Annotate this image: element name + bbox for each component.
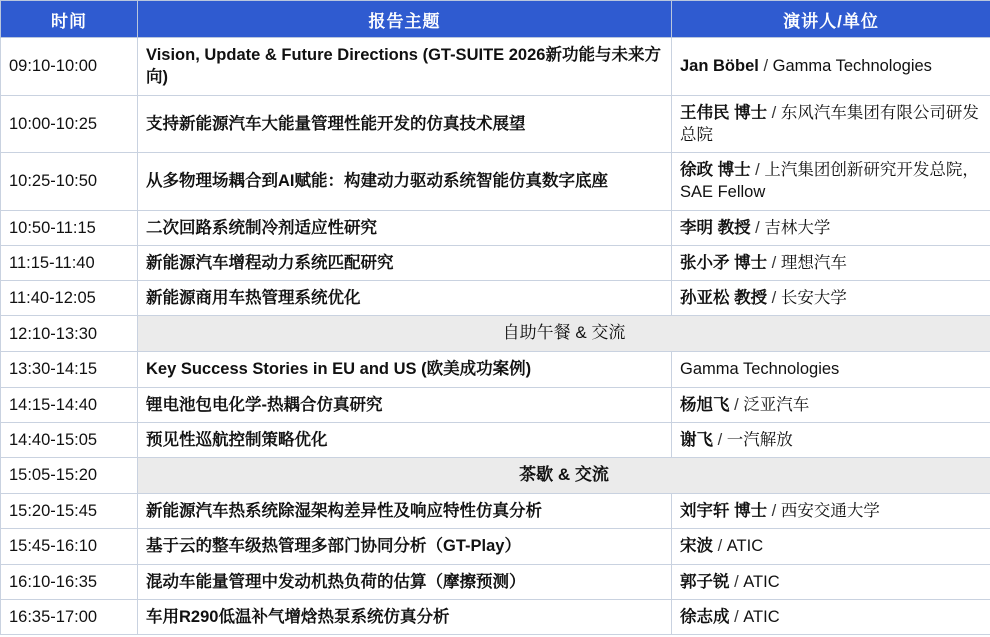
cell-break-label: 自助午餐 & 交流 <box>138 316 990 352</box>
cell-speaker <box>672 494 990 529</box>
cell-speaker <box>672 564 990 599</box>
cell-time: 11:40-12:05 <box>1 281 138 316</box>
cell-topic: 基于云的整车级热管理多部门协同分析（GT-Play） <box>138 529 672 564</box>
cell-speaker <box>672 422 990 457</box>
cell-speaker <box>672 599 990 634</box>
table-row <box>1 210 990 245</box>
table-row <box>1 95 990 153</box>
cell-topic: 混动车能量管理中发动机热负荷的估算（摩擦预测） <box>138 564 672 599</box>
speaker-organization: 上汽集团创新研究开发总院，SAE Fellow <box>680 161 979 202</box>
table-row <box>1 494 990 529</box>
speaker-organization: 理想汽车 <box>780 253 847 272</box>
header-row <box>1 1 990 38</box>
cell-time: 11:15-11:40 <box>1 245 138 280</box>
cell-speaker <box>672 387 990 422</box>
speaker-name: 徐志成 <box>680 607 730 626</box>
table-row <box>1 529 990 564</box>
table-row <box>1 38 990 96</box>
cell-topic: Vision, Update & Future Directions (GT-SUITE 2026新功能与未来方向) <box>138 38 672 96</box>
speaker-name: 谢飞 <box>680 430 713 449</box>
column-header-topic: 报告主题 <box>138 1 672 38</box>
cell-topic: 新能源汽车增程动力系统匹配研究 <box>138 245 672 280</box>
speaker-organization: 泛亚汽车 <box>743 395 810 414</box>
cell-topic: 锂电池包电化学-热耦合仿真研究 <box>138 387 672 422</box>
cell-time: 15:05-15:20 <box>1 458 138 494</box>
speaker-organization: 东风汽车集团有限公司研发总院 <box>680 103 979 144</box>
cell-speaker <box>672 153 990 211</box>
speaker-name: Jan Böbel <box>680 57 759 76</box>
cell-time: 10:25-10:50 <box>1 153 138 211</box>
table-row <box>1 281 990 316</box>
cell-time: 09:10-10:00 <box>1 38 138 96</box>
speaker-separator: / <box>758 57 773 76</box>
column-header-time: 时间 <box>1 1 138 38</box>
speaker-organization: 一汽解放 <box>726 430 793 449</box>
speaker-name: 李明 教授 <box>680 218 751 237</box>
cell-break-label: 茶歇 & 交流 <box>138 458 990 494</box>
speaker-organization: Gamma Technologies <box>772 57 932 76</box>
speaker-name: 宋波 <box>680 537 713 556</box>
table-row <box>1 245 990 280</box>
table-row <box>1 316 990 352</box>
cell-time: 14:15-14:40 <box>1 387 138 422</box>
speaker-separator: / <box>729 395 744 414</box>
cell-speaker <box>672 281 990 316</box>
cell-speaker <box>672 210 990 245</box>
cell-topic: 二次回路系统制冷剂适应性研究 <box>138 210 672 245</box>
speaker-organization: ATIC <box>743 607 780 626</box>
speaker-name: 徐政 博士 <box>680 161 751 180</box>
speaker-organization: 西安交通大学 <box>780 502 880 521</box>
speaker-name: 王伟民 博士 <box>680 103 768 122</box>
speaker-name: 张小矛 博士 <box>680 253 768 272</box>
speaker-separator: / <box>713 537 727 556</box>
cell-topic: 从多物理场耦合到AI赋能：构建动力驱动系统智能仿真数字底座 <box>138 153 672 211</box>
column-header-speaker: 演讲人/单位 <box>672 1 990 38</box>
table-row <box>1 422 990 457</box>
cell-speaker <box>672 245 990 280</box>
speaker-organization: ATIC <box>743 572 780 591</box>
speaker-separator: / <box>767 502 781 521</box>
speaker-organization: 长安大学 <box>780 289 847 308</box>
speaker-separator: / <box>767 103 781 122</box>
table-row <box>1 458 990 494</box>
cell-topic: 新能源商用车热管理系统优化 <box>138 281 672 316</box>
speaker-separator: / <box>713 430 727 449</box>
table-row <box>1 352 990 387</box>
table-header <box>1 1 990 38</box>
cell-speaker <box>672 352 990 387</box>
speaker-separator: / <box>729 572 744 591</box>
speaker-separator: / <box>767 289 781 308</box>
cell-speaker <box>672 38 990 96</box>
cell-time: 12:10-13:30 <box>1 316 138 352</box>
speaker-separator: / <box>729 607 744 626</box>
cell-time: 15:45-16:10 <box>1 529 138 564</box>
speaker-organization: Gamma Technologies <box>680 360 840 379</box>
cell-time: 10:50-11:15 <box>1 210 138 245</box>
cell-topic: 新能源汽车热系统除湿架构差异性及响应特性仿真分析 <box>138 494 672 529</box>
speaker-name: 孙亚松 教授 <box>680 289 768 308</box>
speaker-separator: / <box>750 218 765 237</box>
speaker-separator: / <box>750 161 765 180</box>
cell-time: 16:10-16:35 <box>1 564 138 599</box>
cell-speaker <box>672 529 990 564</box>
cell-time: 15:20-15:45 <box>1 494 138 529</box>
speaker-organization: 吉林大学 <box>764 218 831 237</box>
cell-time: 16:35-17:00 <box>1 599 138 634</box>
cell-topic: 车用R290低温补气增焓热泵系统仿真分析 <box>138 599 672 634</box>
table-row <box>1 564 990 599</box>
speaker-separator: / <box>767 253 781 272</box>
table-row <box>1 387 990 422</box>
cell-time: 13:30-14:15 <box>1 352 138 387</box>
cell-speaker <box>672 95 990 153</box>
table-body <box>1 38 990 635</box>
table-row <box>1 153 990 211</box>
speaker-organization: ATIC <box>726 537 764 556</box>
speaker-name: 杨旭飞 <box>680 395 730 414</box>
cell-topic: 预见性巡航控制策略优化 <box>138 422 672 457</box>
cell-time: 14:40-15:05 <box>1 422 138 457</box>
table-row <box>1 599 990 634</box>
speaker-name: 刘宇轩 博士 <box>680 502 768 521</box>
cell-topic: Key Success Stories in EU and US (欧美成功案例) <box>138 352 672 387</box>
speaker-name: 郭子锐 <box>680 572 730 591</box>
cell-time: 10:00-10:25 <box>1 95 138 153</box>
cell-topic: 支持新能源汽车大能量管理性能开发的仿真技术展望 <box>138 95 672 153</box>
